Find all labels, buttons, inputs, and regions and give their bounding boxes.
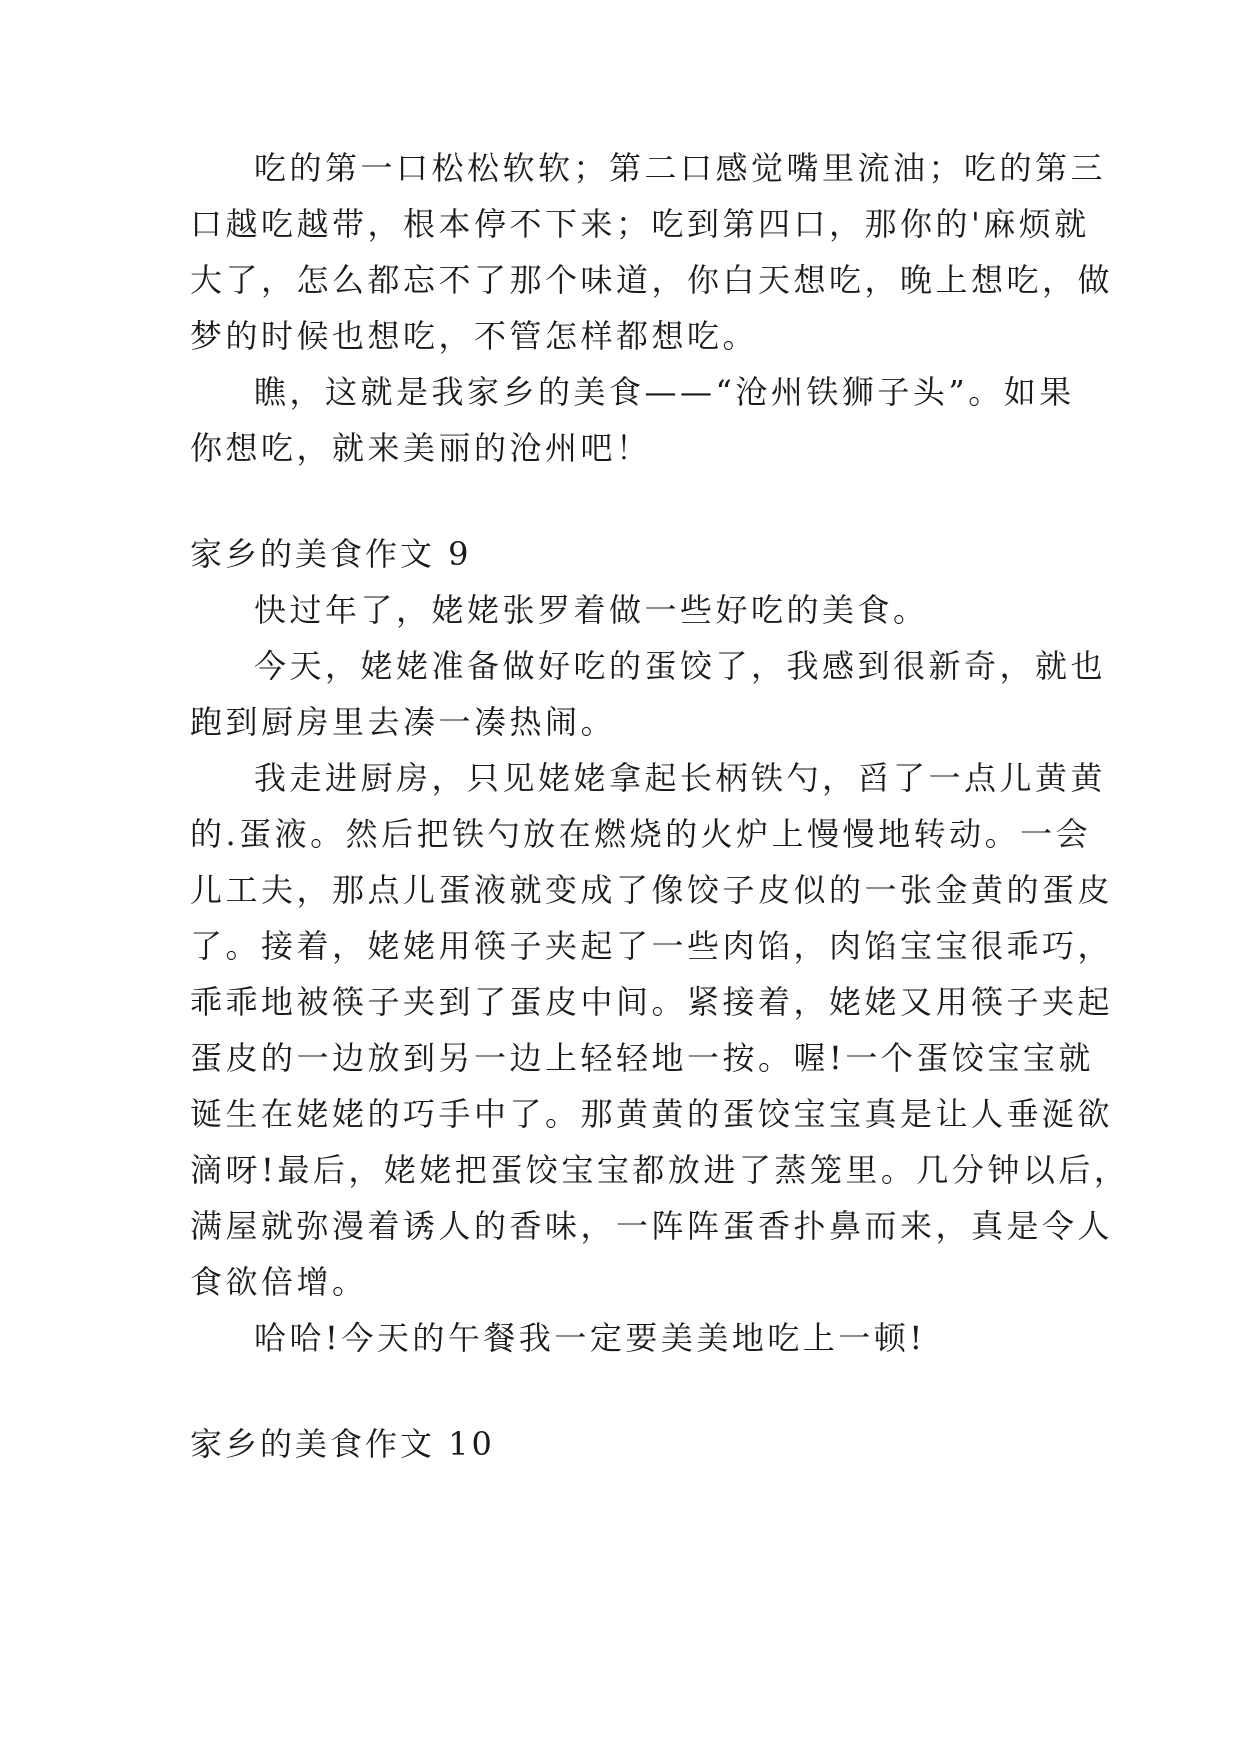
paragraph-line: 今天，姥姥准备做好吃的蛋饺了，我感到很新奇，就也 — [254, 647, 1107, 685]
paragraph-line: 快过年了，姥姥张罗着做一些好吃的美食。 — [254, 591, 929, 629]
paragraph-line: 蛋皮的一边放到另一边上轻轻地一按。喔!一个蛋饺宝宝就 — [190, 1039, 1094, 1077]
paragraph-line: 我走进厨房，只见姥姥拿起长柄铁勺，舀了一点儿黄黄 — [254, 759, 1107, 797]
paragraph-line: 跑到厨房里去凑一凑热闹。 — [190, 703, 617, 741]
paragraph-line: 滴呀!最后，姥姥把蛋饺宝宝都放进了蒸笼里。几分钟以后， — [190, 1151, 1130, 1189]
paragraph-line: 你想吃，就来美丽的沧州吧！ — [190, 429, 652, 467]
paragraph-line: 儿工夫，那点儿蛋液就变成了像饺子皮似的一张金黄的蛋皮 — [190, 871, 1114, 909]
paragraph-line: 乖乖地被筷子夹到了蛋皮中间。紧接着，姥姥又用筷子夹起 — [190, 983, 1114, 1021]
paragraph-line: 哈哈!今天的午餐我一定要美美地吃上一顿! — [254, 1319, 926, 1357]
section-heading: 家乡的美食作文 9 — [190, 535, 472, 573]
paragraph-line: 口越吃越带，根本停不下来；吃到第四口，那你的'麻烦就 — [190, 205, 1090, 243]
paragraph-line: 了。接着，姥姥用筷子夹起了一些肉馅，肉馅宝宝很乖巧， — [190, 927, 1114, 965]
paragraph-line: 的.蛋液。然后把铁勺放在燃烧的火炉上慢慢地转动。一会 — [190, 815, 1092, 853]
paragraph-line: 诞生在姥姥的巧手中了。那黄黄的蛋饺宝宝真是让人垂涎欲 — [190, 1095, 1114, 1133]
paragraph-line: 大了，怎么都忘不了那个味道，你白天想吃，晚上想吃，做 — [190, 261, 1114, 299]
paragraph-line: 瞧，这就是我家乡的美食——“沧州铁狮子头”。如果 — [254, 373, 1075, 411]
paragraph-line: 满屋就弥漫着诱人的香味，一阵阵蛋香扑鼻而来，真是令人 — [190, 1207, 1114, 1245]
paragraph-line: 梦的时候也想吃，不管怎样都想吃。 — [190, 317, 759, 355]
section-heading: 家乡的美食作文 10 — [190, 1425, 495, 1463]
paragraph-line: 食欲倍增。 — [190, 1263, 368, 1301]
paragraph-line: 吃的第一口松松软软；第二口感觉嘴里流油；吃的第三 — [254, 149, 1107, 187]
